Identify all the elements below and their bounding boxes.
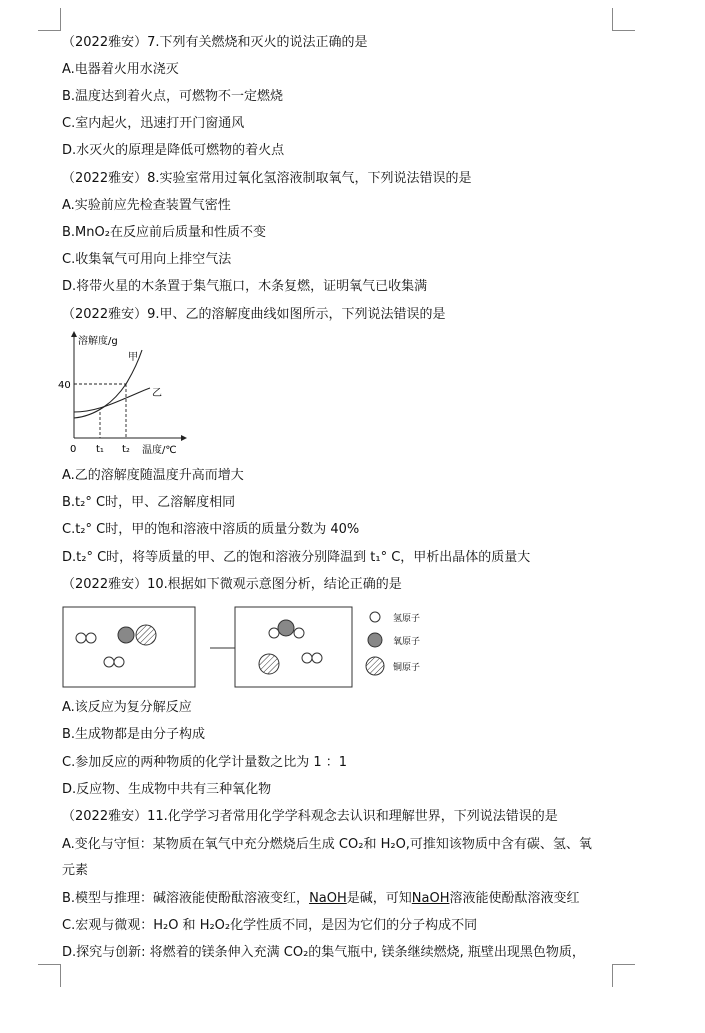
legend-oxygen-icon xyxy=(368,633,382,647)
copper-atom xyxy=(136,625,156,645)
corner-mark-bottom-left xyxy=(38,964,61,987)
hydrogen-atom xyxy=(312,653,322,663)
q10-option-d: D.反应物、生成物中共有三种氧化物 xyxy=(62,782,272,797)
q11-option-a-line2: 元素 xyxy=(62,863,89,878)
origin-label: 0 xyxy=(70,444,77,455)
q10-stem: （2022雅安）10.根据如下微观示意图分析，结论正确的是 xyxy=(62,577,402,592)
hydrogen-atom xyxy=(294,628,304,638)
q8-option-b: B.MnO₂在反应前后质量和性质不变 xyxy=(62,225,266,240)
copper-atom xyxy=(259,654,279,674)
micro-diagram xyxy=(60,604,440,694)
q8-option-d: D.将带火星的木条置于集气瓶口，木条复燃，证明氧气已收集满 xyxy=(62,279,428,294)
q10-option-a: A.该反应为复分解反应 xyxy=(62,700,192,715)
reactant-box xyxy=(63,607,195,687)
q7-stem: （2022雅安）7.下列有关燃烧和灭火的说法正确的是 xyxy=(62,35,368,50)
legend-oxygen-label: 氧原子 xyxy=(393,637,421,647)
q11-option-a-line1: A.变化与守恒：某物质在氧气中充分燃烧后生成 CO₂和 H₂O,可推知该物质中含有碳、氢、氧 xyxy=(62,837,592,852)
legend-hydrogen-icon xyxy=(370,612,380,622)
q8-stem: （2022雅安）8.实验室常用过氧化氢溶液制取氧气，下列说法错误的是 xyxy=(62,171,472,186)
legend-hydrogen-label: 氢原子 xyxy=(393,614,421,624)
q11-option-b-pre: B.模型与推理：碱溶液能使酚酞溶液变红， xyxy=(62,891,310,906)
q7-option-a: A.电器着火用水浇灭 xyxy=(62,62,179,77)
q11-option-b-post: 溶液能使酚酞溶液变红 xyxy=(449,891,580,906)
q11-option-d: D.探究与创新: 将燃着的镁条伸入充满 CO₂的集气瓶中, 镁条继续燃烧, 瓶壁出现黑色物质， xyxy=(62,945,585,960)
q11-option-b-naoh-1: NaOH xyxy=(309,891,347,906)
corner-mark-top-right xyxy=(612,8,635,31)
hydrogen-atom xyxy=(114,657,124,667)
hydrogen-atom xyxy=(302,653,312,663)
hydrogen-atom xyxy=(269,628,279,638)
hydrogen-atom xyxy=(104,657,114,667)
q11-option-c: C.宏观与微观：H₂O 和 H₂O₂化学性质不同，是因为它们的分子构成不同 xyxy=(62,918,478,933)
oxygen-atom xyxy=(278,620,294,636)
q9-option-c: C.t₂° C时，甲的饱和溶液中溶质的质量分数为 40% xyxy=(62,522,360,537)
y-tick-40: 40 xyxy=(58,380,71,391)
q9-option-d: D.t₂° C时，将等质量的甲、乙的饱和溶液分别降温到 t₁° C，甲析出晶体的质量大 xyxy=(62,550,531,565)
q7-option-b: B.温度达到着火点，可燃物不一定燃烧 xyxy=(62,89,284,104)
legend-copper-icon xyxy=(366,657,384,675)
q11-stem: （2022雅安）11.化学学习者常用化学学科观念去认识和理解世界，下列说法错误的是 xyxy=(62,809,558,824)
corner-mark-top-left xyxy=(38,8,61,31)
series-yi-label: 乙 xyxy=(152,388,162,399)
legend-copper-label: 铜原子 xyxy=(393,663,421,673)
y-axis-label: 溶解度/g xyxy=(78,336,118,347)
q8-option-a: A.实验前应先检查装置气密性 xyxy=(62,198,231,213)
hydrogen-atom xyxy=(86,633,96,643)
q8-option-c: C.收集氧气可用向上排空气法 xyxy=(62,252,232,267)
x-axis-label: 温度/℃ xyxy=(142,445,177,456)
q9-option-b: B.t₂° C时，甲、乙溶解度相同 xyxy=(62,495,236,510)
hydrogen-atom xyxy=(76,633,86,643)
x-tick-t2: t₂ xyxy=(122,444,130,455)
q11-option-b-mid: 是碱，可知 xyxy=(346,891,412,906)
product-box xyxy=(235,607,352,687)
q9-option-a: A.乙的溶解度随温度升高而增大 xyxy=(62,468,244,483)
corner-mark-bottom-right xyxy=(612,964,635,987)
q9-stem: （2022雅安）9.甲、乙的溶解度曲线如图所示，下列说法错误的是 xyxy=(62,307,446,322)
solubility-chart xyxy=(56,326,196,461)
oxygen-atom xyxy=(118,627,134,643)
x-tick-t1: t₁ xyxy=(96,444,104,455)
series-jia-label: 甲 xyxy=(128,352,138,363)
q10-option-c: C.参加反应的两种物质的化学计量数之比为 1 ：1 xyxy=(62,755,348,770)
q7-option-c: C.室内起火，迅速打开门窗通风 xyxy=(62,116,245,131)
q11-option-b xyxy=(62,890,580,908)
q10-option-b: B.生成物都是由分子构成 xyxy=(62,727,206,742)
q7-option-d: D.水灭火的原理是降低可燃物的着火点 xyxy=(62,143,285,158)
q11-option-b-naoh-2: NaOH xyxy=(411,891,450,906)
